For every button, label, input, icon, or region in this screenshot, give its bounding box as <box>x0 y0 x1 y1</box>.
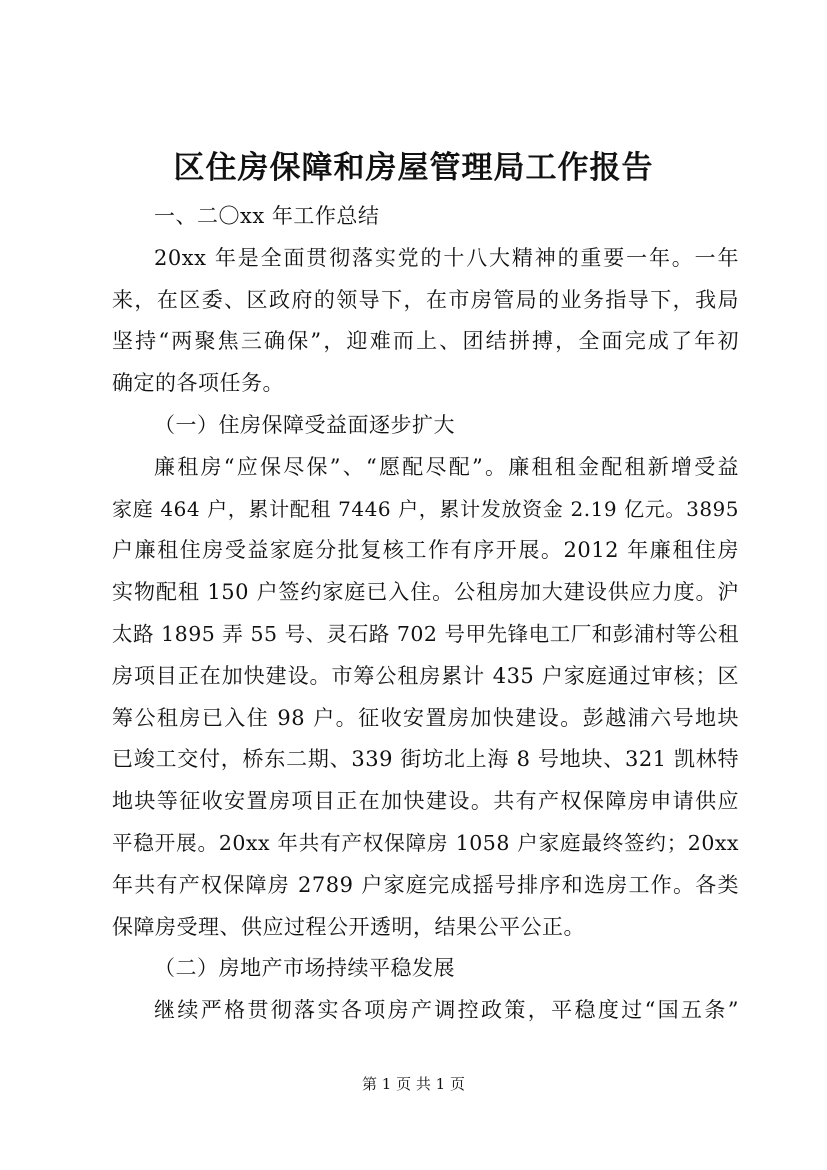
text-line: 一、二〇xx 年工作总结 <box>154 204 380 228</box>
text-line: 平稳开展。20xx 年共有产权保障房 1058 户家庭最终签约；20xx <box>112 830 739 855</box>
text-line: 20xx 年是全面贯彻落实党的十八大精神的重要一年。一年 <box>154 245 739 270</box>
text-line: 年共有产权保障房 2789 户家庭完成摇号排序和选房工作。各类 <box>112 872 739 897</box>
text-line: 确定的各项任务。 <box>112 371 284 396</box>
page-number-footer: 第 1 页 共 1 页 <box>362 1075 465 1093</box>
text-line: 户廉租住房受益家庭分批复核工作有序开展。2012 年廉租住房 <box>112 538 739 563</box>
text-line: （一）住房保障受益面逐步扩大 <box>154 412 455 437</box>
text-line: 保障房受理、供应过程公开透明，结果公平公正。 <box>112 914 585 939</box>
text-line: 廉租房“应保尽保”、“愿配尽配”。廉租租金配租新增受益 <box>154 454 739 479</box>
text-line: 继续严格贯彻落实各项房产调控政策，平稳度过“国五条” <box>154 998 739 1023</box>
text-line: 太路 1895 弄 55 号、灵石路 702 号甲先锋电工厂和彭浦村等公租 <box>112 621 739 646</box>
text-line: 来，在区委、区政府的领导下，在市房管局的业务指导下，我局 <box>112 287 739 312</box>
text-line: 实物配租 150 户签约家庭已入住。公租房加大建设供应力度。沪 <box>112 580 739 605</box>
text-line: 地块等征收安置房项目正在加快建设。共有产权保障房申请供应 <box>112 789 739 814</box>
text-line: 家庭 464 户，累计配租 7446 户，累计发放资金 2.19 亿元。3895 <box>112 496 739 521</box>
text-line: 房项目正在加快建设。市筹公租房累计 435 户家庭通过审核；区 <box>112 663 739 688</box>
text-line: 筹公租房已入住 98 户。征收安置房加快建设。彭越浦六号地块 <box>112 705 739 730</box>
document-title: 区住房保障和房屋管理局工作报告 <box>173 150 654 186</box>
text-line: （二）房地产市场持续平稳发展 <box>154 956 455 981</box>
text-line: 已竣工交付，桥东二期、339 街坊北上海 8 号地块、321 凯林特 <box>112 747 739 772</box>
text-line: 坚持“两聚焦三确保”，迎难而上、团结拼搏，全面完成了年初 <box>112 329 739 354</box>
document-body <box>112 196 739 1032</box>
